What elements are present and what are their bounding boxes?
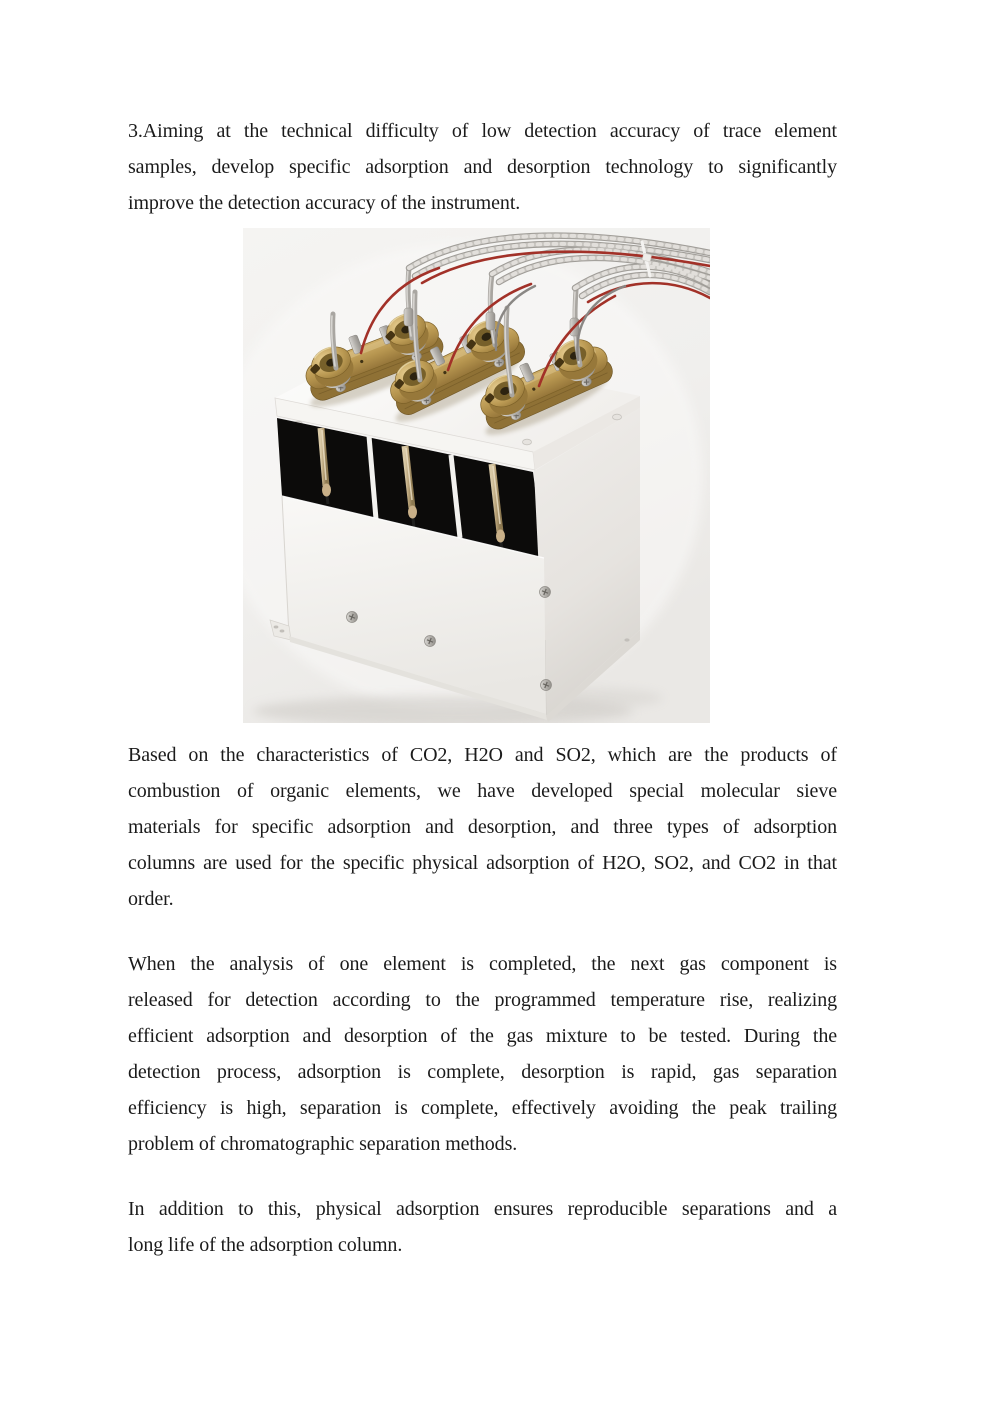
text-line: Based on the characteristics of CO2, H2O and SO2, which are the products of (128, 744, 837, 766)
adsorption-module-illustration (243, 228, 710, 723)
paragraph-point-3 (128, 113, 837, 221)
text-line: combustion of organic elements, we have developed special molecular sieve (128, 780, 837, 802)
text-line: long life of the adsorption column. (128, 1234, 403, 1256)
paragraph-adsorption-materials (128, 737, 837, 917)
text-line: improve the detection accuracy of the instrument. (128, 192, 521, 214)
text-line: When the analysis of one element is completed, the next gas component is (128, 953, 837, 975)
text-line: samples, develop specific adsorption and desorption technology to significantly (128, 156, 837, 178)
text-line: 3.Aiming at the technical difficulty of low detection accuracy of trace element (128, 120, 837, 142)
text-line: columns are used for the specific physical adsorption of H2O, SO2, and CO2 in that (128, 852, 837, 874)
device-photo (243, 228, 710, 723)
text-line: In addition to this, physical adsorption ensures reproducible separations and a (128, 1198, 837, 1220)
text-line: released for detection according to the programmed temperature rise, realizing (128, 989, 837, 1011)
text-line: order. (128, 888, 174, 910)
text-line: efficient adsorption and desorption of the gas mixture to be tested. During the (128, 1025, 837, 1047)
text-column (128, 113, 837, 1263)
text-line: detection process, adsorption is complete, desorption is rapid, gas separation (128, 1061, 837, 1083)
text-line: efficiency is high, separation is complete, effectively avoiding the peak trailing (128, 1097, 837, 1119)
paragraph-physical-adsorption-benefit (128, 1191, 837, 1263)
text-line: materials for specific adsorption and desorption, and three types of adsorption (128, 816, 837, 838)
paragraph-analysis-process (128, 946, 837, 1162)
text-line: problem of chromatographic separation methods. (128, 1133, 518, 1155)
